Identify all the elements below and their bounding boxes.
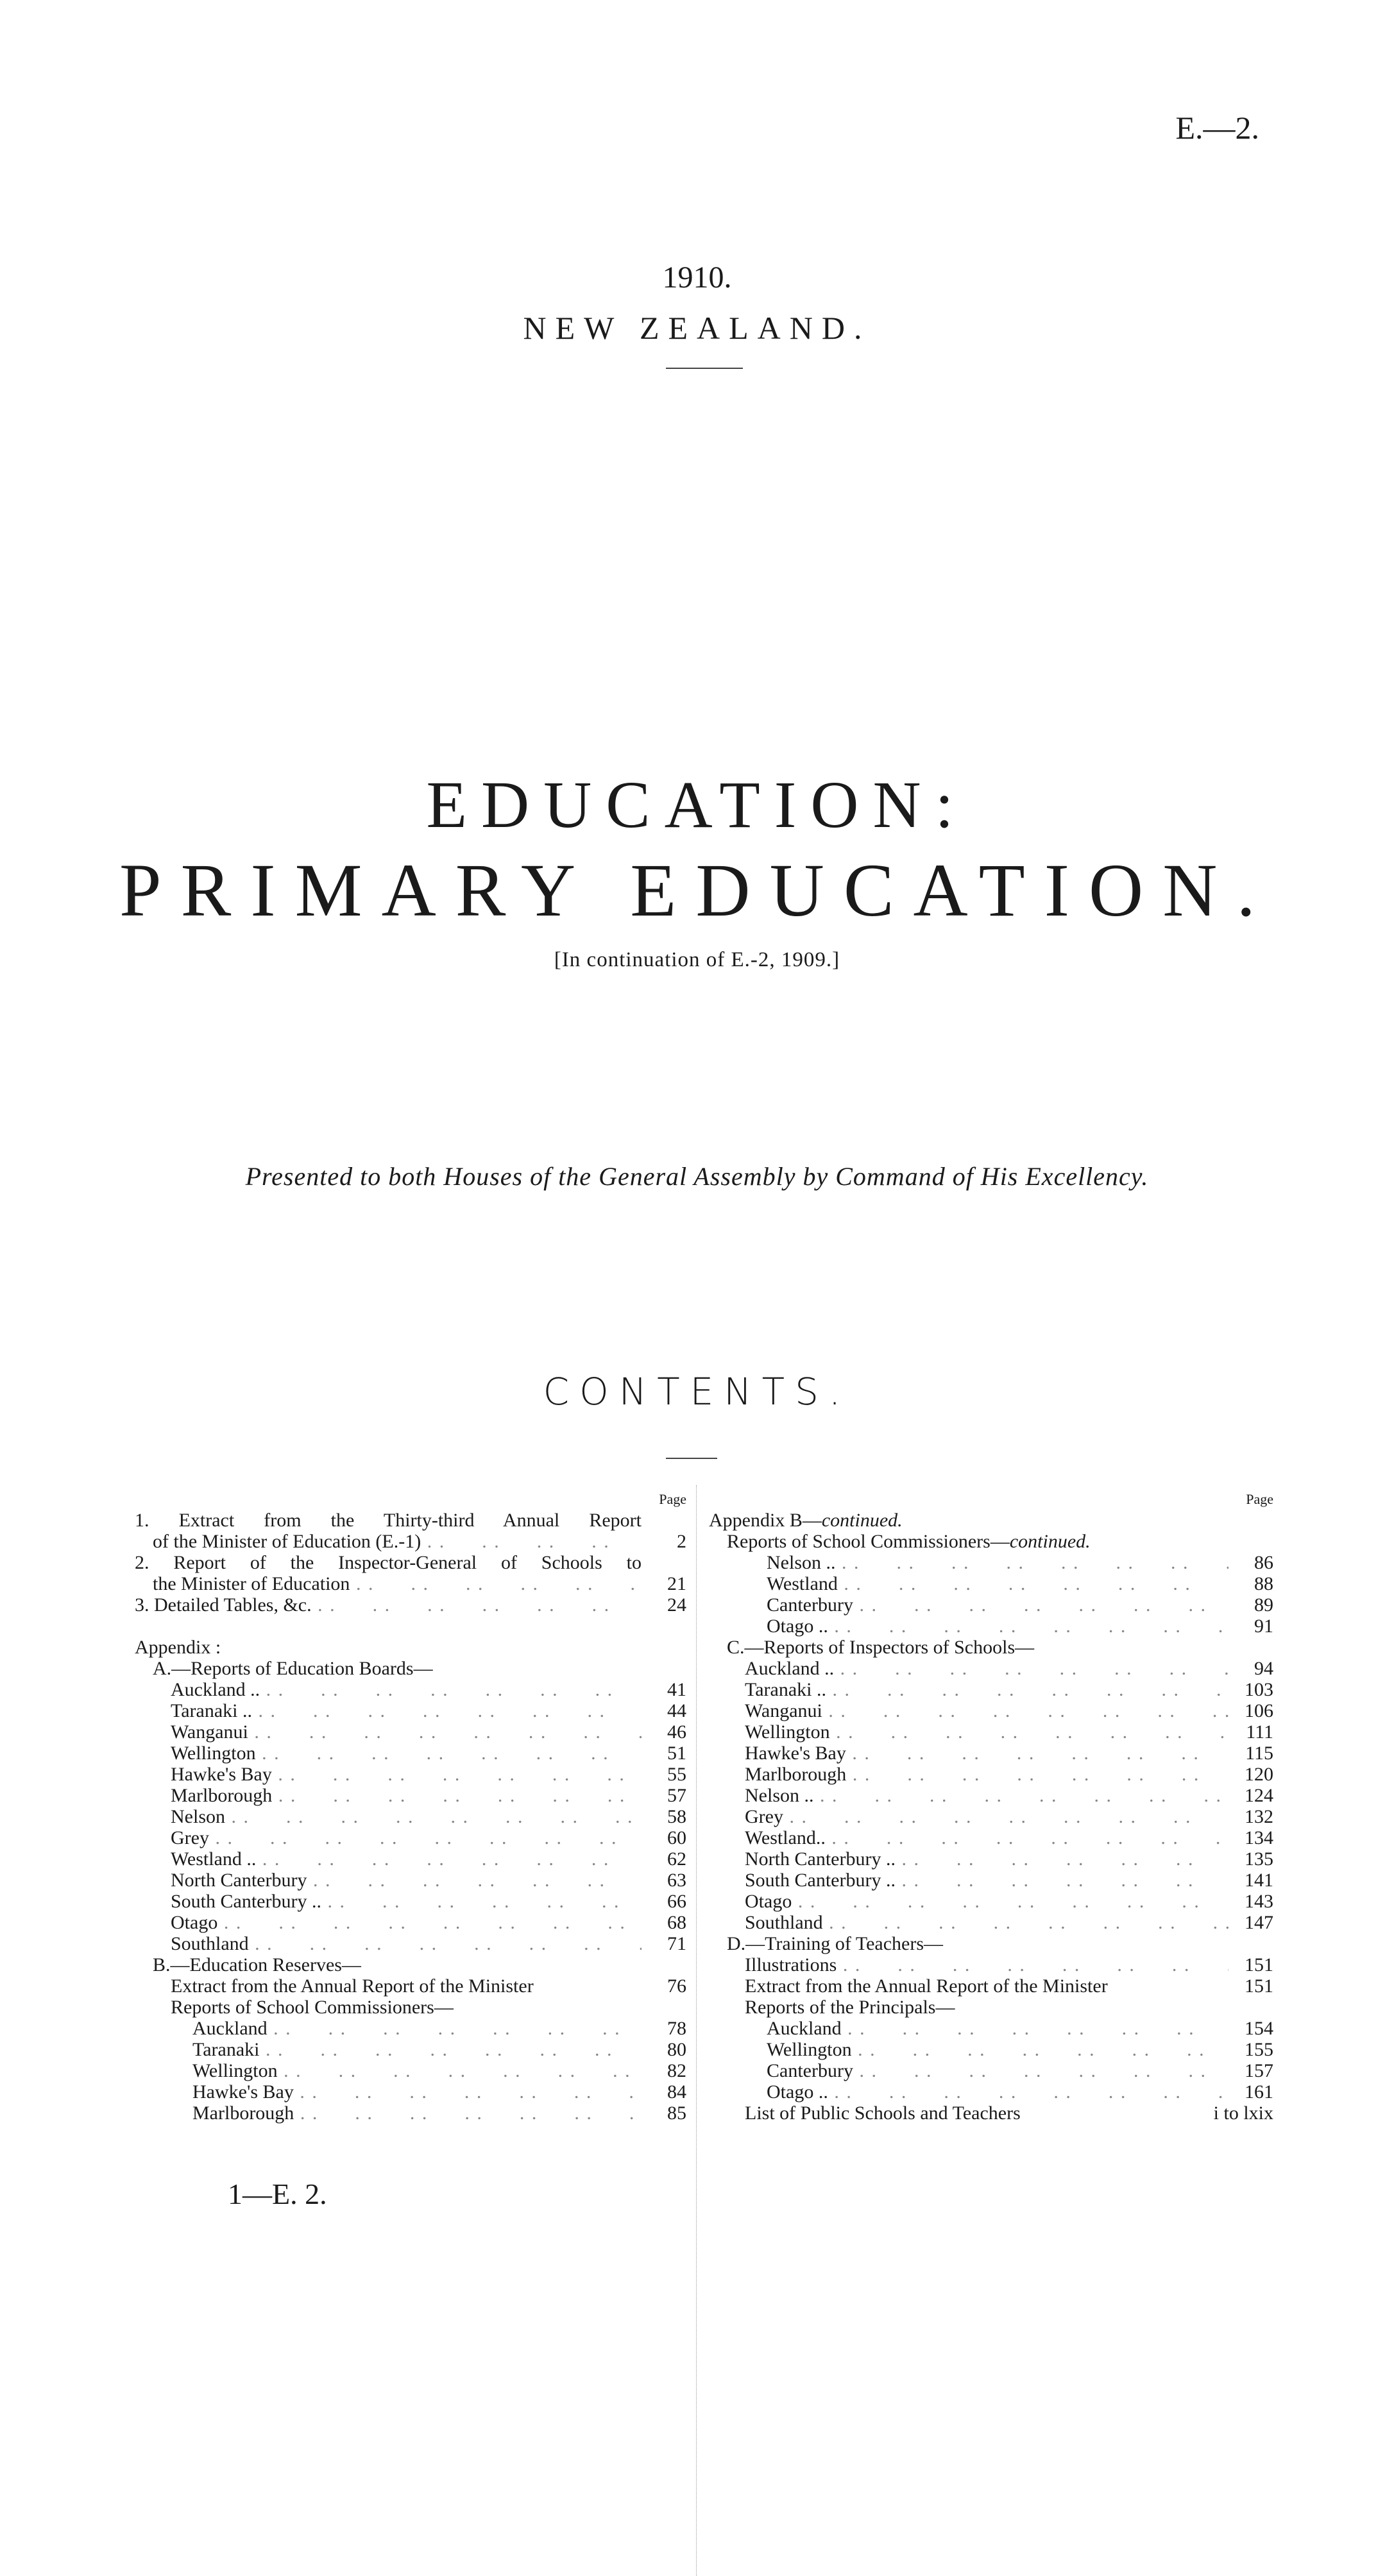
entry-title: Hawke's Bay . . bbox=[171, 1764, 642, 1785]
entry-page: 143 bbox=[1245, 1891, 1273, 1912]
entry-title: Southland . . bbox=[171, 1933, 642, 1954]
title-primary-education: PRIMARY EDUCATION. bbox=[119, 848, 1275, 932]
contents-entry bbox=[135, 1785, 686, 1806]
entry-title: Taranaki . . bbox=[192, 2039, 642, 2060]
entry-title: Extract from the Annual Report of the Minister bbox=[745, 1975, 1108, 1997]
subtitle: [In continuation of E.-2, 1909.] bbox=[554, 948, 840, 971]
entry-page: 154 bbox=[1245, 2018, 1273, 2039]
entry-title: Wellington . . bbox=[192, 2060, 642, 2081]
contents-entry bbox=[709, 1827, 1273, 1848]
entry-title: South Canterbury .. . . bbox=[171, 1891, 642, 1912]
contents-rule bbox=[666, 1458, 717, 1459]
commissioners-heading: Reports of School Commissioners— bbox=[171, 1997, 454, 2018]
contents-entry bbox=[135, 1721, 686, 1743]
entry-page: 141 bbox=[1245, 1870, 1273, 1891]
entry-page: i to lxix bbox=[1213, 2103, 1273, 2124]
contents-entry bbox=[135, 1700, 686, 1721]
entry-title: Taranaki .. . . bbox=[745, 1679, 1228, 1700]
header-rule bbox=[666, 368, 743, 369]
contents-entry bbox=[135, 2081, 686, 2103]
contents-entry bbox=[709, 1594, 1273, 1616]
entry-page: 62 bbox=[667, 1848, 686, 1870]
contents-entry bbox=[135, 1552, 686, 1573]
contents-entry bbox=[709, 1891, 1273, 1912]
entry-page: 2 bbox=[677, 1531, 686, 1552]
entry-title: Marlborough . . bbox=[745, 1764, 1228, 1785]
principals-heading: Reports of the Principals— bbox=[745, 1997, 955, 2018]
entry-page: 88 bbox=[1254, 1573, 1273, 1594]
entry-title: Auckland .. . . bbox=[745, 1658, 1228, 1679]
contents-entry bbox=[135, 1531, 686, 1552]
contents-entry bbox=[709, 1954, 1273, 1975]
entry-page: 115 bbox=[1245, 1743, 1273, 1764]
entry-title: Canterbury . . bbox=[767, 1594, 1228, 1616]
contents-heading: CONTENTS. bbox=[543, 1370, 851, 1413]
contents-entry bbox=[135, 1870, 686, 1891]
entry-page: 84 bbox=[667, 2081, 686, 2103]
entry-page: 24 bbox=[667, 1594, 686, 1616]
entry-title: Westland . . bbox=[767, 1573, 1228, 1594]
contents-entry bbox=[135, 2060, 686, 2081]
entry-page: 147 bbox=[1245, 1912, 1273, 1933]
entry-page: 21 bbox=[667, 1573, 686, 1594]
entry-title: Wellington . . bbox=[767, 2039, 1228, 2060]
entry-title: Otago . . bbox=[171, 1912, 642, 1933]
entry-page: 132 bbox=[1245, 1806, 1273, 1827]
contents-entry bbox=[709, 1912, 1273, 1933]
entry-page: 57 bbox=[667, 1785, 686, 1806]
contents-entry bbox=[135, 1827, 686, 1848]
entry-page: 60 bbox=[667, 1827, 686, 1848]
section-a-heading: A.—Reports of Education Boards— bbox=[153, 1658, 433, 1679]
entry-page: 157 bbox=[1245, 2060, 1273, 2081]
contents-entry bbox=[135, 2039, 686, 2060]
contents-entry bbox=[135, 1848, 686, 1870]
entry-title: the Minister of Education . . bbox=[153, 1573, 642, 1594]
entry-page: 46 bbox=[667, 1721, 686, 1743]
country: NEW ZEALAND. bbox=[523, 310, 871, 346]
entry-page: 82 bbox=[667, 2060, 686, 2081]
entry-page: 124 bbox=[1245, 1785, 1273, 1806]
entry-title: 1. Extract from the Thirty-third Annual Report bbox=[135, 1510, 642, 1531]
contents-entry bbox=[709, 1785, 1273, 1806]
contents-entry bbox=[709, 1573, 1273, 1594]
entry-page: 85 bbox=[667, 2103, 686, 2124]
entry-page: 63 bbox=[667, 1870, 686, 1891]
contents-entry bbox=[709, 2060, 1273, 2081]
entry-title: Otago .. . . bbox=[767, 1616, 1228, 1637]
entry-title: 3. Detailed Tables, &c. . . bbox=[135, 1594, 642, 1616]
entry-title: Marlborough . . bbox=[192, 2103, 642, 2124]
entry-title: Marlborough . . bbox=[171, 1785, 642, 1806]
entry-title: Canterbury . . bbox=[767, 2060, 1228, 2081]
entry-title: Southland . . bbox=[745, 1912, 1228, 1933]
entry-title: Auckland . . bbox=[767, 2018, 1228, 2039]
entry-page: 94 bbox=[1254, 1658, 1273, 1679]
contents-entry bbox=[135, 1891, 686, 1912]
presented-line: Presented to both Houses of the General Assembly by Command of His Excellency. bbox=[245, 1162, 1149, 1191]
contents-entry bbox=[709, 1700, 1273, 1721]
contents-entry bbox=[135, 2103, 686, 2124]
entry-title: Otago . . bbox=[745, 1891, 1228, 1912]
entry-title: Westland.. . . bbox=[745, 1827, 1228, 1848]
entry-page: 89 bbox=[1254, 1594, 1273, 1616]
entry-page: 120 bbox=[1245, 1764, 1273, 1785]
entry-title: 2. Report of the Inspector-General of Schools to bbox=[135, 1552, 642, 1573]
entry-title: Hawke's Bay . . bbox=[745, 1743, 1228, 1764]
contents-entry bbox=[135, 1806, 686, 1827]
contents-entry bbox=[709, 1848, 1273, 1870]
entry-page: 80 bbox=[667, 2039, 686, 2060]
entry-page: 68 bbox=[667, 1912, 686, 1933]
entry-title: Wanganui . . bbox=[745, 1700, 1228, 1721]
entry-title: List of Public Schools and Teachers bbox=[745, 2103, 1021, 2124]
entry-page: 111 bbox=[1246, 1721, 1273, 1743]
entry-page: 155 bbox=[1245, 2039, 1273, 2060]
entry-title: Auckland .. . . bbox=[171, 1679, 642, 1700]
contents-entry bbox=[709, 1616, 1273, 1637]
section-c-heading: C.—Reports of Inspectors of Schools— bbox=[727, 1637, 1035, 1658]
entry-page: 51 bbox=[667, 1743, 686, 1764]
section-d-heading: D.—Training of Teachers— bbox=[727, 1933, 944, 1954]
contents-entry bbox=[709, 1806, 1273, 1827]
entry-title: Wellington . . bbox=[171, 1743, 642, 1764]
contents-entry bbox=[135, 1594, 686, 1616]
contents-entry bbox=[709, 1743, 1273, 1764]
contents-entry bbox=[709, 1658, 1273, 1679]
entry-page: 41 bbox=[667, 1679, 686, 1700]
contents-entry bbox=[135, 1510, 686, 1531]
entry-title: North Canterbury . . bbox=[171, 1870, 642, 1891]
entry-page: 103 bbox=[1245, 1679, 1273, 1700]
entry-title: Nelson .. . . bbox=[767, 1552, 1228, 1573]
entry-title: Extract from the Annual Report of the Minister bbox=[171, 1975, 534, 1997]
entry-page: 135 bbox=[1245, 1848, 1273, 1870]
entry-page: 55 bbox=[667, 1764, 686, 1785]
entry-title: Auckland . . bbox=[192, 2018, 642, 2039]
contents-entry bbox=[135, 1933, 686, 1954]
entry-title: Hawke's Bay . . bbox=[192, 2081, 642, 2103]
entry-page: 91 bbox=[1254, 1616, 1273, 1637]
contents-entry bbox=[709, 2081, 1273, 2103]
entry-page: 86 bbox=[1254, 1552, 1273, 1573]
section-b-heading: B.—Education Reserves— bbox=[153, 1954, 361, 1975]
page-column-label: Page bbox=[1246, 1491, 1273, 1507]
entry-page: 71 bbox=[667, 1933, 686, 1954]
contents-entry bbox=[709, 1552, 1273, 1573]
page-column-label: Page bbox=[659, 1491, 686, 1507]
entry-title: Wellington . . bbox=[745, 1721, 1228, 1743]
contents-entry bbox=[709, 1870, 1273, 1891]
entry-title: Nelson . . bbox=[171, 1806, 642, 1827]
contents-entry bbox=[709, 1721, 1273, 1743]
contents-entry bbox=[135, 1912, 686, 1933]
title-education: EDUCATION: bbox=[426, 768, 968, 842]
contents-entry bbox=[709, 2103, 1273, 2124]
entry-title: of the Minister of Education (E.-1) . . bbox=[153, 1531, 642, 1552]
contents-entry bbox=[709, 1679, 1273, 1700]
contents-entry bbox=[135, 1975, 686, 1997]
contents-left-column bbox=[135, 1488, 686, 2124]
contents-entry bbox=[135, 1679, 686, 1700]
contents-entry bbox=[709, 2018, 1273, 2039]
entry-title: North Canterbury .. . . bbox=[745, 1848, 1228, 1870]
entry-page: 106 bbox=[1245, 1700, 1273, 1721]
page-code: E.—2. bbox=[1175, 110, 1259, 146]
entry-page: 151 bbox=[1245, 1954, 1273, 1975]
entry-page: 134 bbox=[1245, 1827, 1273, 1848]
entry-title: Nelson .. . . bbox=[745, 1785, 1228, 1806]
entry-title: Westland .. . . bbox=[171, 1848, 642, 1870]
entry-page: 76 bbox=[667, 1975, 686, 1997]
contents-entry bbox=[135, 1743, 686, 1764]
entry-page: 161 bbox=[1245, 2081, 1273, 2103]
commissioners-heading: Reports of School Commissioners—continued. bbox=[727, 1531, 1091, 1552]
contents-entry bbox=[709, 2039, 1273, 2060]
entry-title: Wanganui . . bbox=[171, 1721, 642, 1743]
contents-entry bbox=[135, 1764, 686, 1785]
entry-page: 44 bbox=[667, 1700, 686, 1721]
contents-entry bbox=[709, 1764, 1273, 1785]
footer-code: 1—E. 2. bbox=[228, 2178, 327, 2210]
column-divider bbox=[696, 1485, 697, 2576]
contents-right-column bbox=[709, 1488, 1273, 2124]
entry-page: 66 bbox=[667, 1891, 686, 1912]
contents-entry bbox=[135, 1573, 686, 1594]
entry-title: Otago .. . . bbox=[767, 2081, 1228, 2103]
appendix-b-heading: Appendix B—continued. bbox=[709, 1510, 903, 1531]
contents-entry bbox=[709, 1975, 1273, 1997]
entry-title: Illustrations . . bbox=[745, 1954, 1228, 1975]
entry-title: Taranaki .. . . bbox=[171, 1700, 642, 1721]
entry-title: Grey . . bbox=[745, 1806, 1228, 1827]
entry-page: 58 bbox=[667, 1806, 686, 1827]
year: 1910. bbox=[662, 260, 732, 294]
entry-title: Grey . . bbox=[171, 1827, 642, 1848]
appendix-heading: Appendix : bbox=[135, 1637, 221, 1658]
entry-page: 78 bbox=[667, 2018, 686, 2039]
contents-entry bbox=[135, 2018, 686, 2039]
entry-page: 151 bbox=[1245, 1975, 1273, 1997]
entry-title: South Canterbury .. . . bbox=[745, 1870, 1228, 1891]
